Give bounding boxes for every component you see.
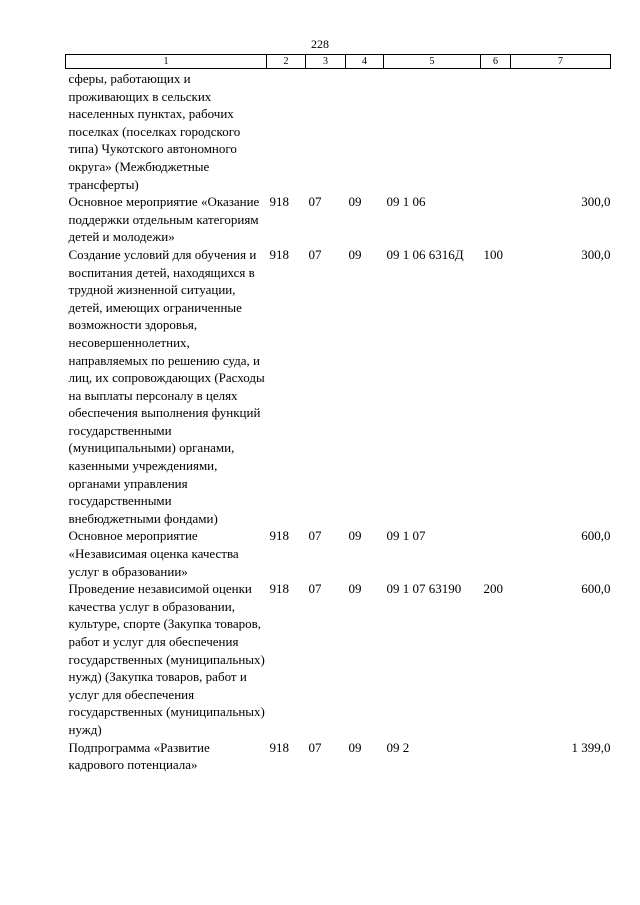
- budget-table: [65, 54, 611, 774]
- row-amount: [511, 69, 611, 194]
- row-section: 07: [308, 739, 322, 755]
- page-number: 228: [311, 37, 329, 51]
- row-amount: 1 399,0: [571, 739, 611, 755]
- table-row: [66, 527, 611, 580]
- row-amount: 300,0: [581, 194, 611, 210]
- header-row: [66, 55, 611, 69]
- row-target: 09 1 06: [386, 194, 426, 210]
- column-header-5: 5: [384, 55, 481, 69]
- row-section: [306, 69, 346, 194]
- row-name: Подпрограмма «Развитие кадрового потенциала»: [68, 739, 210, 773]
- row-ministry: 918: [269, 246, 289, 262]
- table-row: [66, 246, 611, 528]
- row-target: 09 1 07 63190: [386, 581, 462, 597]
- row-target: 09 1 06 6316Д: [386, 246, 464, 262]
- row-name: Проведение независимой оценки качества услуг в образовании, культуре, спорте (Закупка товаров, работ и услуг для обеспечения государственных (муниципальных) нужд) (Закупка товаров, работ и услуг для обеспечения государственных (муниципальных) нужд): [68, 581, 265, 737]
- row-amount: 600,0: [581, 581, 611, 597]
- table-row: [66, 580, 611, 738]
- row-expense-type: [481, 193, 511, 246]
- column-header-6: 6: [481, 55, 511, 69]
- row-subsection: 09: [348, 194, 362, 210]
- row-subsection: 09: [348, 246, 362, 262]
- row-subsection: 09: [348, 739, 362, 755]
- row-subsection: 09: [348, 581, 362, 597]
- column-header-3: 3: [306, 55, 346, 69]
- row-ministry: 918: [269, 194, 289, 210]
- row-ministry: 918: [269, 739, 289, 755]
- row-amount: 600,0: [581, 528, 611, 544]
- row-expense-type: 200: [483, 581, 503, 597]
- row-name: Основное мероприятие «Оказание поддержки отдельным категориям детей и молодежи»: [68, 194, 260, 245]
- row-ministry: [267, 69, 306, 194]
- column-header-4: 4: [346, 55, 384, 69]
- row-section: 07: [308, 194, 322, 210]
- table-body: [66, 69, 611, 774]
- row-ministry: 918: [269, 528, 289, 544]
- row-name: Создание условий для обучения и воспитания детей, находящихся в трудной жизненной ситуации, детей, имеющих ограниченные возможности здоровья, несовершеннолетних, направляемых по решению суда, и лиц, их сопровождающих (Расходы на выплаты персоналу в целях обеспечения выполнения функций государственными (муниципальными) органами, казенными учреждениями, органами управления государственными внебюджетными фондами): [68, 246, 265, 526]
- row-section: 07: [308, 528, 322, 544]
- row-name: сферы, работающих и проживающих в сельских населенных пунктах, рабочих поселках (поселках городского типа) Чукотского автономного округа» (Межбюджетные трансферты): [68, 71, 241, 192]
- row-expense-type: [481, 69, 511, 194]
- row-expense-type: [481, 739, 511, 774]
- table-row: [66, 193, 611, 246]
- row-section: 07: [308, 581, 322, 597]
- row-target: 09 1 07: [386, 528, 426, 544]
- table-row: [66, 739, 611, 774]
- row-subsection: [346, 69, 384, 194]
- row-target: [384, 69, 481, 194]
- table-row: [66, 69, 611, 194]
- row-expense-type: 100: [483, 246, 503, 262]
- column-header-2: 2: [267, 55, 306, 69]
- row-name: Основное мероприятие «Независимая оценка качества услуг в образовании»: [68, 528, 239, 579]
- row-amount: 300,0: [581, 246, 611, 262]
- column-header-1: 1: [66, 55, 267, 69]
- row-target: 09 2: [386, 739, 410, 755]
- column-header-7: 7: [511, 55, 611, 69]
- row-subsection: 09: [348, 528, 362, 544]
- table-header: [66, 55, 611, 69]
- row-expense-type: [481, 527, 511, 580]
- row-section: 07: [308, 246, 322, 262]
- row-ministry: 918: [269, 581, 289, 597]
